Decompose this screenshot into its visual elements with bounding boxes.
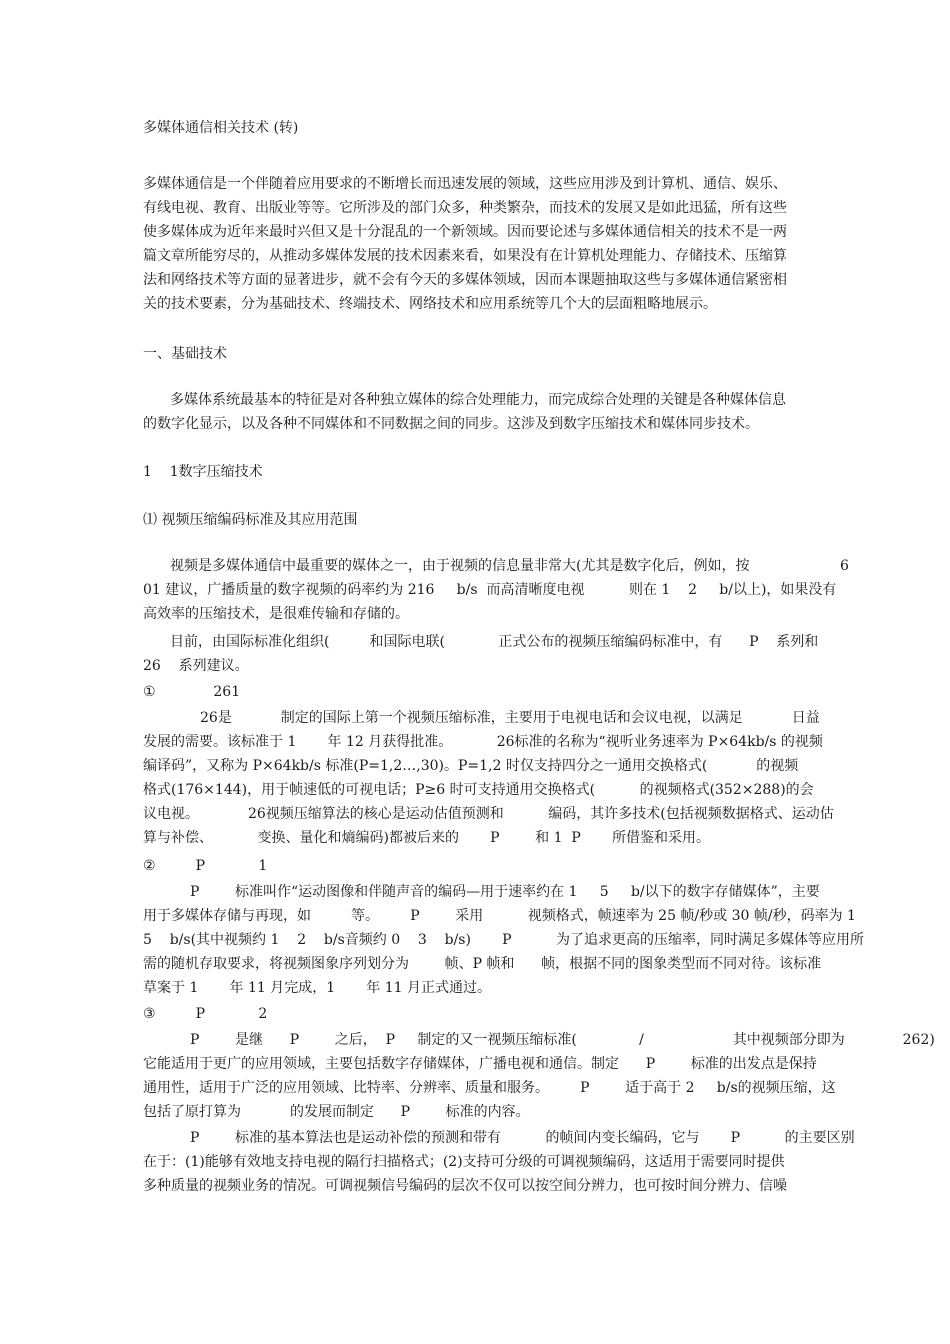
video-para-line-1-right: 6 <box>840 558 849 574</box>
h261-line-6: 算与补偿、 变换、量化和熵编码)都被后来的 P 和 1 P 所借鉴和采用。 <box>143 830 710 846</box>
mpeg1-line-5: 草案于 1 年 11 月完成，1 年 11 月正式通过。 <box>143 980 491 996</box>
subsubsection-heading: ⑴ 视频压缩编码标准及其应用范围 <box>143 512 358 528</box>
h261-marker: ① 261 <box>143 684 241 700</box>
section-para-line-1: 多媒体系统最基本的特征是对各种独立媒体的综合处理能力，而完成综合处理的关键是各种媒体信息 <box>170 392 786 408</box>
video-para-line-2: 01 建议，广播质量的数字视频的码率约为 216 b/s 而高清晰度电视 则在 1 2 b/以上)，如果没有 <box>143 582 837 598</box>
h261-line-2: 发展的需要。该标准于 1 年 12 月获得批准。 26标准的名称为“视听业务速率为 P×64kb/s 的视频 <box>143 734 823 750</box>
mpeg1-line-3: 5 b/s(其中视频约 1 2 b/s音频约 0 3 b/s) P 为了追求更高的压缩率，同时满足多媒体等应用所 <box>143 932 865 948</box>
mpeg1-line-4: 需的随机存取要求，将视频图象序列划分为 帧、P 帧和 帧，根据不同的图象类型而不同对待。该标准 <box>143 956 822 972</box>
mpeg2-marker: ③ P 2 <box>143 1006 268 1022</box>
mpeg1-marker: ② P 1 <box>143 858 268 874</box>
h261-line-4: 格式(176×144)，用于帧速低的可视电话；P≥6 时可支持通用交换格式( 的视频格式(352×288)的会 <box>143 782 814 798</box>
mpeg2-line-3: 通用性，适用于广泛的应用领域、比特率、分辨率、质量和服务。 P 适于高于 2 b/s的视频压缩，这 <box>143 1080 836 1096</box>
mpeg1-line-2: 用于多媒体存储与再现，如 等。 P 采用 视频格式，帧速率为 25 帧/秒或 30 帧/秒，码率为 1 <box>143 908 856 924</box>
mpeg2-algo-line-3: 多种质量的视频业务的情况。可调视频信号编码的层次不仅可以按空间分辨力，也可按时间分辨力、信噪 <box>143 1178 787 1194</box>
video-para-line-1: 视频是多媒体通信中最重要的媒体之一，由于视频的信息量非常大(尤其是数字化后，例如，按 <box>170 558 750 574</box>
intro-line-1: 多媒体通信是一个伴随着应用要求的不断增长而迅速发展的领域，这些应用涉及到计算机、通信、娱乐、 <box>143 176 787 192</box>
video-para-line-3: 高效率的压缩技术，是很难传输和存储的。 <box>143 606 409 622</box>
intro-line-3: 使多媒体成为近年来最时兴但又是十分混乱的一个新领域。因而要论述与多媒体通信相关的技术不是一两 <box>143 224 787 240</box>
h261-line-3: 编译码”，又称为 P×64kb/s 标准(P=1,2…,30)。P=1,2 时仅支持四分之一通用交换格式( 的视频 <box>143 758 799 774</box>
section-heading: 一、基础技术 <box>143 346 227 362</box>
subsection-heading: 1 1数字压缩技术 <box>143 464 263 480</box>
mpeg2-line-1: P 是继 P 之后， P 制定的又一视频压缩标准( / 其中视频部分即为 262) <box>190 1032 935 1048</box>
standards-para-line-2: 26 系列建议。 <box>143 658 249 674</box>
h261-line-5: 议电视。 26视频压缩算法的核心是运动估值预测和 编码，其许多技术(包括视频数据格式、运动估 <box>143 806 834 822</box>
mpeg1-line-1: P 标准叫作“运动图像和伴随声音的编码—用于速率约在 1 5 b/以下的数字存储媒体”，主要 <box>190 884 820 900</box>
h261-line-1: 26是 制定的国际上第一个视频压缩标准，主要用于电视电话和会议电视，以满足 日益 <box>200 710 820 726</box>
intro-line-4: 篇文章所能穷尽的，从推动多媒体发展的技术因素来看，如果没有在计算机处理能力、存储技术、压缩算 <box>143 248 787 264</box>
intro-line-6: 关的技术要素，分为基础技术、终端技术、网络技术和应用系统等几个大的层面粗略地展示。 <box>143 296 717 312</box>
standards-para-line-1: 目前，由国际标准化组织( 和国际电联( 正式公布的视频压缩编码标准中，有 P 系列和 <box>170 634 819 650</box>
page-title: 多媒体通信相关技术 (转) <box>143 120 299 136</box>
mpeg2-algo-line-1: P 标准的基本算法也是运动补偿的预测和带有 的帧间内变长编码，它与 P 的主要区别 <box>190 1130 855 1146</box>
intro-line-2: 有线电视、教育、出版业等等。它所涉及的部门众多，种类繁杂，而技术的发展又是如此迅猛，所有这些 <box>143 200 787 216</box>
mpeg2-line-2: 它能适用于更广的应用领域，主要包括数字存储媒体，广播电视和通信。制定 P 标准的出发点是保持 <box>143 1056 817 1072</box>
section-para-line-2: 的数字化显示，以及各种不同媒体和不同数据之间的同步。这涉及到数字压缩技术和媒体同步技术。 <box>143 416 759 432</box>
intro-line-5: 法和网络技术等方面的显著进步，就不会有今天的多媒体领域，因而本课题抽取这些与多媒体通信紧密相 <box>143 272 787 288</box>
mpeg2-algo-line-2: 在于：(1)能够有效地支持电视的隔行扫描格式；(2)支持可分级的可调视频编码，这适用于需要同时提供 <box>143 1154 785 1170</box>
mpeg2-line-4: 包括了原打算为 的发展而制定 P 标准的内容。 <box>143 1104 530 1120</box>
